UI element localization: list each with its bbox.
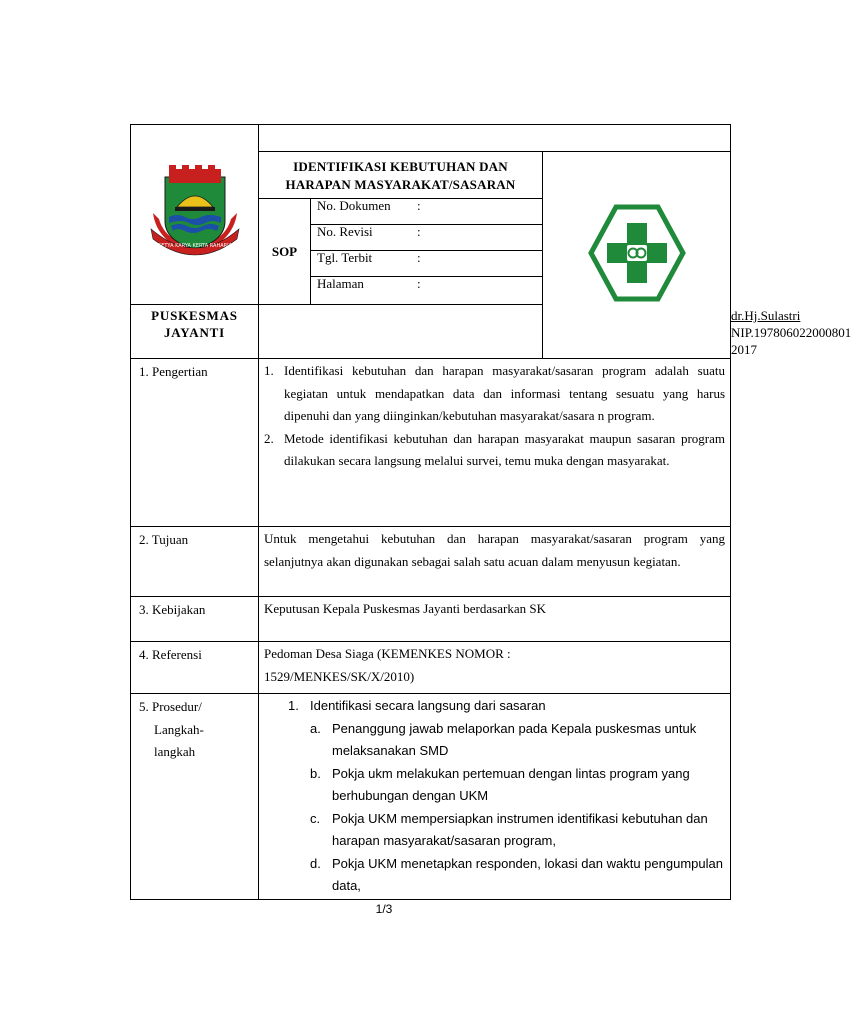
section-label-pengertian: 1. Pengertian xyxy=(131,359,259,527)
puskesmas-logo-icon xyxy=(587,203,687,303)
organization-name xyxy=(131,305,259,359)
sop-table: SETYA KARYA KERTA RAHARJA IDENTIFIKASI KEBUTUHAN DAN HARAPAN MASYARAKAT/SASARAN SOP No. Dokumen : No. Revisi : Tgl. Terbit : Halaman : PUSKESMAS JAYANTI dr.Hj.Sulastri NIP.197806022000801 2017 1. Pengertian 1. Identifikasi kebutuhan dan harapan masyarakat/sasaran program adalah suatu kegiatan untuk mendapatkan data dan informasi tentang sesuatu yang harus dipenuhi dan yang diinginkan/kebutuhan masyarakat/sasara n program. 2. Metode identifikasi kebutuhan dan harapan masyarakat maupun sasaran program dilakukan secara langsung melalui survei, temu muka dengan masyarakat. 2. Tujuan Untuk mengetahui kebutuhan dan harapan masyarakat/sasaran program yang selanjutnya akan digunakan sebagai salah satu acuan dalam menyusun kegiatan. 3. Kebijakan Keputusan Kepala Puskesmas Jayanti berdasarkan SK 4. Referensi Pedoman Desa Siaga (KEMENKES NOMOR : 1529/MENKES/SK/X/2010) 5. Prosedur/ Langkah- langkah 1. Identifikasi secara langsung dari sasaran a. Penanggung jawab melaporkan pada Kepala puskesmas untuk melaksanakan SMD b. Pokja ukm melakukan pertemuan dengan lintas program yang berhubungan dengan UKM c. Pokja UKM mempersiapkan instrumen identifikasi kebutuhan dan harapan masyarakat/sasaran program, d. Pokja UKM menetapkan responden, lokasi dan waktu pengumpulan data, xyxy=(130,124,731,900)
referensi-line-1: Pedoman Desa Siaga (KEMENKES NOMOR : xyxy=(264,646,511,661)
list-item: a. Penanggung jawab melaporkan pada Kepala puskesmas untuk melaksanakan SMD xyxy=(310,720,697,758)
meta-no-dokumen: No. Dokumen : xyxy=(311,199,542,225)
list-item: b. Pokja ukm melakukan pertemuan dengan lintas program yang berhubungan dengan UKM xyxy=(310,765,690,803)
org-line-1: PUSKESMAS xyxy=(151,308,238,323)
procedure-heading: 1. Identifikasi secara langsung dari sasaran xyxy=(288,698,546,713)
meta-tgl-terbit: Tgl. Terbit : xyxy=(311,251,542,277)
tangerang-coat-of-arms-icon xyxy=(147,163,243,263)
section-label-prosedur xyxy=(131,694,259,900)
regional-logo-cell xyxy=(131,125,259,305)
title-line-1: IDENTIFIKASI KEBUTUHAN DAN xyxy=(293,159,508,174)
section-label-kebijakan: 3. Kebijakan xyxy=(131,597,259,642)
org-blank-cell xyxy=(259,305,543,359)
prosedur-label-line-1: 5. Prosedur/ xyxy=(139,699,202,714)
section-content-kebijakan: Keputusan Kepala Puskesmas Jayanti berdasarkan SK xyxy=(259,597,731,642)
list-item: 2. Metode identifikasi kebutuhan dan harapan masyarakat maupun sasaran program dilakukan secara langsung melalui survei, temu muka dengan masyarakat. xyxy=(264,430,726,468)
section-content-referensi xyxy=(259,642,731,694)
list-item: c. Pokja UKM mempersiapkan instrumen identifikasi kebutuhan dan harapan masyarakat/sasaran program, xyxy=(310,810,708,848)
title-line-2: HARAPAN MASYARAKAT/SASARAN xyxy=(285,177,516,192)
list-item: d. Pokja UKM menetapkan responden, lokasi dan waktu pengumpulan data, xyxy=(310,855,723,893)
sop-label: SOP xyxy=(259,199,311,305)
svg-text:SETYA KARYA KERTA RAHARJA: SETYA KARYA KERTA RAHARJA xyxy=(157,242,232,249)
referensi-line-2: 1529/MENKES/SK/X/2010) xyxy=(264,668,415,684)
prosedur-label-line-2: Langkah- xyxy=(154,721,204,737)
header-blank-row xyxy=(259,125,731,152)
document-title xyxy=(259,152,543,199)
document-meta xyxy=(311,199,543,305)
meta-halaman: Halaman : xyxy=(317,276,421,291)
list-item: 1. Identifikasi kebutuhan dan harapan masyarakat/sasaran program adalah suatu kegiatan untuk mendapatkan data dan informasi tentang sesuatu yang harus dipenuhi dan yang diinginkan/kebutuhan masyarakat/sasara n program. xyxy=(264,363,726,423)
page-number: 1/3 xyxy=(375,902,393,916)
section-content-prosedur xyxy=(259,694,731,900)
section-label-referensi: 4. Referensi xyxy=(131,642,259,694)
section-label-tujuan: 2. Tujuan xyxy=(131,527,259,597)
section-content-tujuan: Untuk mengetahui kebutuhan dan harapan masyarakat/sasaran program yang selanjutnya akan digunakan sebagai salah satu acuan dalam menyusun kegiatan. xyxy=(259,527,731,597)
org-line-2: JAYANTI xyxy=(164,325,225,340)
meta-no-revisi: No. Revisi : xyxy=(311,225,542,251)
puskesmas-logo-cell xyxy=(543,152,731,359)
prosedur-label-line-3: langkah xyxy=(154,744,196,759)
section-content-pengertian xyxy=(259,359,731,527)
